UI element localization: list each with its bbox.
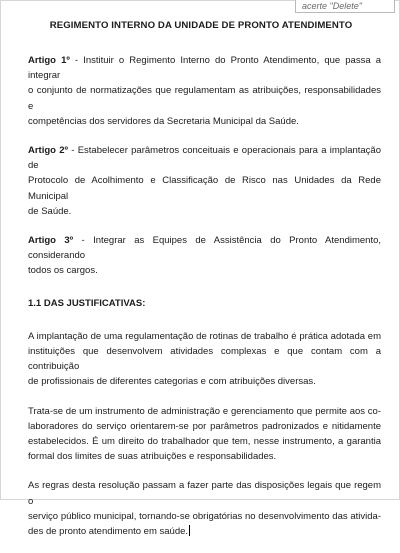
section-heading-justificativas: 1.1 DAS JUSTIFICATIVAS: [28,297,146,309]
article-3-line-2: todos os cargos. [28,265,98,277]
article-2-label: Artigo 2º [28,145,68,157]
paragraph-1-line-1: A implantação de uma regulamentação de rotinas de trabalho é prática adotada em [28,330,381,342]
article-2-line-3: de Saúde. [28,205,72,217]
article-2-line-1 [28,143,381,173]
paragraph-1-line-3: de profissionais de diferentes categorias e com atribuições diversas. [28,376,316,388]
delete-hint-box: acerte "Delete" [295,0,395,13]
paragraph-3-line-3: des de pronto atendimento em saúde. [28,526,189,538]
paragraph-1-line-2: instituições que desenvolvem atividades complexas e que contam com a contribuição [28,346,381,373]
article-3-label: Artigo 3º [28,235,74,247]
paragraph-3-line-3-wrapper [28,524,381,539]
justification-paragraph-2 [28,404,381,465]
paragraph-2-line-2: laboradores do serviço orientarem-se por parâmetros padronizados e nitidamente [28,420,381,432]
article-2 [28,143,381,219]
paragraph-3-line-1: As regras desta resolução passam a fazer parte das disposições legais que regem o [28,480,381,507]
text-cursor [189,525,190,536]
paragraph-2-line-4: formal dos limites de suas atribuições e responsabilidades. [28,451,277,463]
article-1 [28,53,381,129]
article-1-line-2: o conjunto de normatizações que regulamentam as atribuições, responsabilidades e [28,85,381,112]
document-title: REGIMENTO INTERNO DA UNIDADE DE PRONTO ATENDIMENTO [49,20,353,31]
article-2-text-1: - Estabelecer parâmetros conceituais e operacionais para a implantação de [28,145,382,172]
paragraph-2-line-1: Trata-se de um instrumento de administração e gerenciamento que permite aos co- [28,405,381,417]
article-3 [28,233,381,279]
article-1-line-1 [28,53,381,83]
justification-paragraph-1 [28,329,381,390]
article-2-line-2: Protocolo de Acolhimento e Classificação de Risco nas Unidades da Rede Municipal [28,175,381,202]
article-1-text-1: - Instituir o Regimento Interno do Pronto Atendimento, que passa a integrar [28,55,381,82]
article-3-text-1: - Integrar as Equipes de Assistência do Pronto Atendimento, considerando [28,235,382,262]
justification-paragraph-3 [28,478,381,539]
article-1-label: Artigo 1º [28,55,70,66]
document-body[interactable] [28,53,381,553]
article-3-line-1 [28,233,381,263]
paragraph-3-line-2: serviço público municipal, tornando-se obrigatórias no desenvolvimento das ativida- [28,510,381,522]
article-1-line-3: competências dos servidores da Secretaria Municipal da Saúde. [28,115,299,127]
paragraph-2-line-3: estabelecidos. É um direito do trabalhador que tem, nesse instrumento, a garantia [28,436,381,448]
